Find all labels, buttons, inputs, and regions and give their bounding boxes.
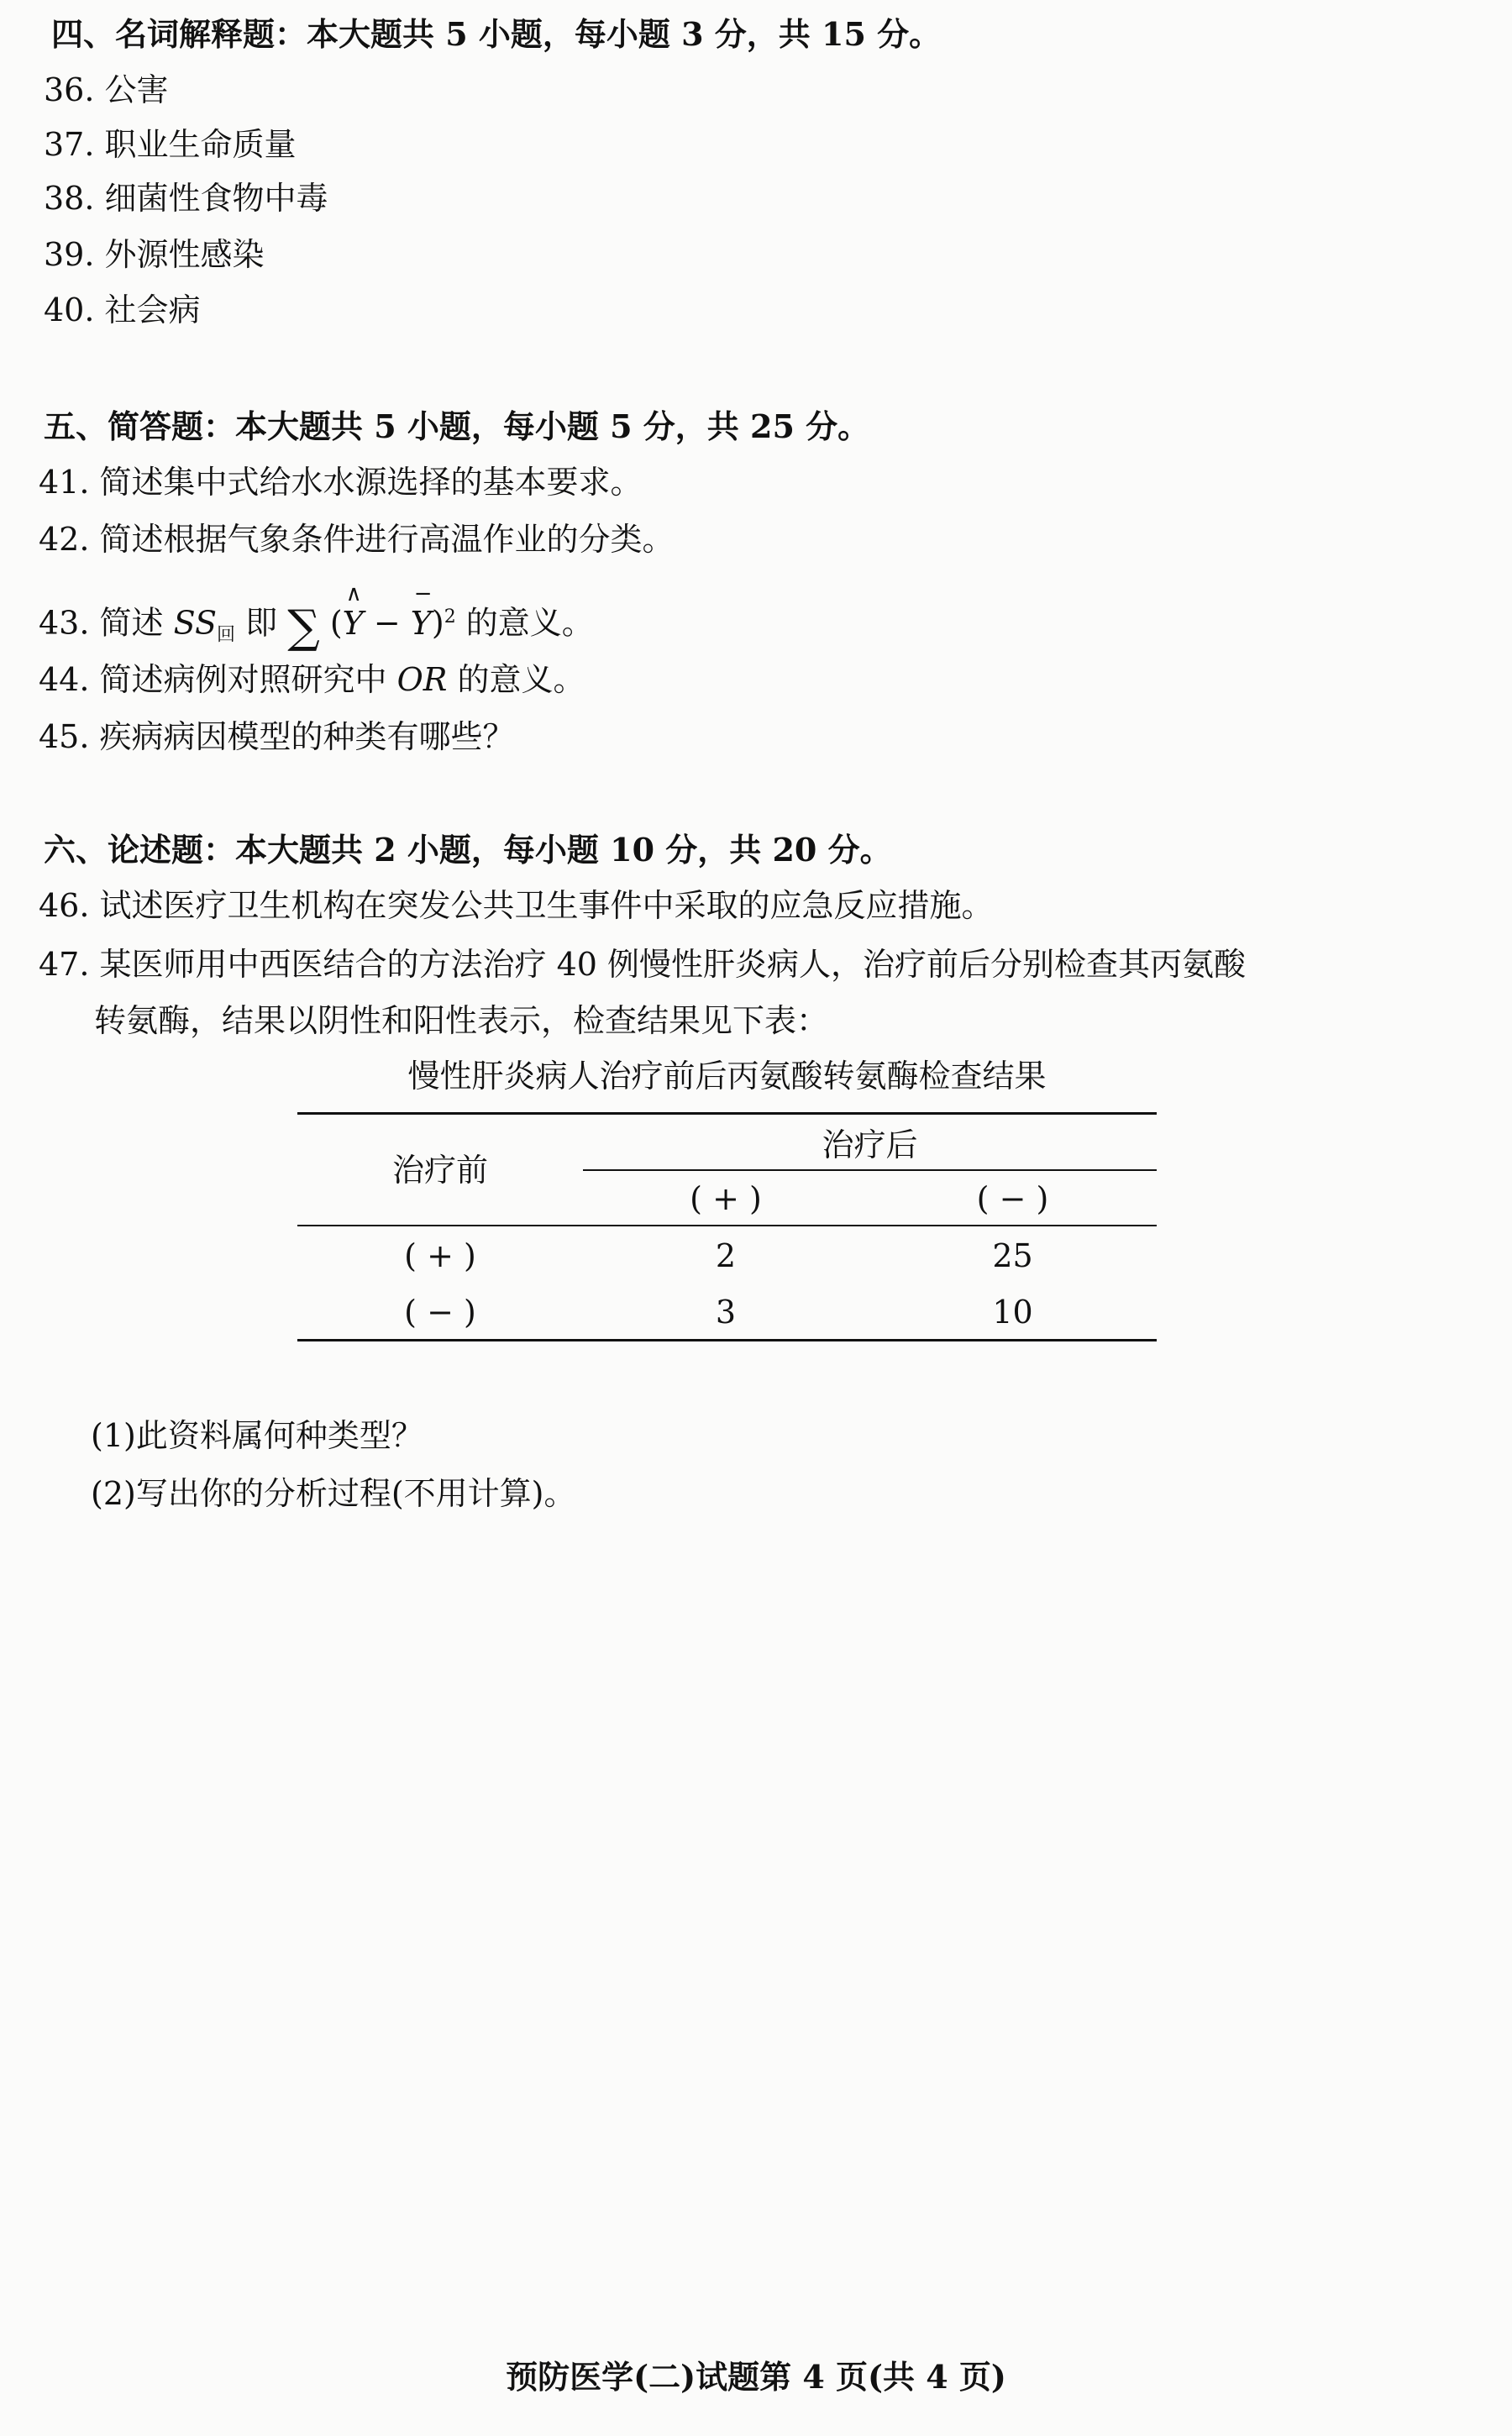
sum-symbol: ∑ [287, 600, 320, 654]
question-46: 46. 试述医疗卫生机构在突发公共卫生事件中采取的应急反应措施。 [39, 887, 994, 924]
ss-subscript: 回 [217, 624, 236, 646]
question-38: 38. 细菌性食物中毒 [44, 180, 328, 217]
question-37: 37. 职业生命质量 [44, 126, 297, 163]
section4-heading: 四、名词解释题：本大题共 5 小题，每小题 3 分，共 15 分。 [51, 15, 942, 53]
question-36: 36. 公害 [44, 71, 169, 108]
q44-suffix: 的意义。 [447, 661, 585, 698]
y-bar: Y [410, 604, 432, 642]
sub-question-1: (1)此资料属何种类型？ [91, 1417, 423, 1454]
question-42: 42. 简述根据气象条件进行高温作业的分类。 [39, 521, 675, 558]
col-header-positive: ( + ) [690, 1180, 762, 1217]
table-bottom-rule [297, 1339, 1157, 1341]
table-title: 慢性肝炎病人治疗前后丙氨酸转氨酶检查结果 [407, 1058, 1047, 1095]
header-rule [297, 1225, 1157, 1226]
or-symbol: OR [396, 661, 448, 698]
row-label: ( − ) [404, 1294, 476, 1331]
question-43 [39, 580, 594, 655]
question-41: 41. 简述集中式给水水源选择的基本要求。 [39, 464, 643, 501]
question-47-line2: 转氨酶，结果以阴性和阳性表示，检查结果见下表： [94, 1002, 829, 1039]
square: 2 [444, 606, 456, 627]
q43-mid: 即 [235, 604, 288, 642]
row-label: ( + ) [404, 1237, 476, 1274]
q44-prefix: 44. 简述病例对照研究中 [39, 661, 397, 698]
col-header-negative: ( − ) [976, 1180, 1049, 1217]
ss-symbol: SS [173, 604, 217, 642]
q43-suffix: 的意义。 [455, 604, 594, 642]
row-header: 治疗前 [391, 1152, 488, 1189]
sub-question-2: (2)写出你的分析过程(不用计算)。 [91, 1475, 576, 1512]
close-paren: ) [431, 604, 444, 642]
q43-prefix: 43. 简述 [39, 604, 174, 642]
section5-heading: 五、简答题：本大题共 5 小题，每小题 5 分，共 25 分。 [44, 407, 870, 445]
col-group-header: 治疗后 [822, 1126, 918, 1163]
question-45: 45. 疾病病因模型的种类有哪些？ [39, 718, 515, 755]
table-cell: 2 [715, 1237, 737, 1274]
minus: − [363, 604, 411, 642]
question-39: 39. 外源性感染 [44, 236, 265, 273]
section6-heading: 六、论述题：本大题共 2 小题，每小题 10 分，共 20 分。 [44, 831, 892, 869]
question-44 [39, 660, 585, 699]
y-hat: Y [342, 604, 364, 642]
table-cell: 3 [715, 1294, 737, 1331]
open-paren: ( [329, 604, 343, 642]
table-top-rule [297, 1112, 1157, 1115]
table-cell: 25 [992, 1237, 1033, 1274]
table-cell: 10 [992, 1294, 1033, 1331]
question-40: 40. 社会病 [44, 291, 201, 328]
bar-accent: − [413, 580, 433, 606]
question-47-line1: 47. 某医师用中西医结合的方法治疗 40 例慢性肝炎病人，治疗前后分别检查其丙氨酸 [39, 946, 1247, 983]
page-footer: 预防医学(二)试题第 4 页(共 4 页) [506, 2358, 1006, 2396]
col-group-rule [583, 1169, 1157, 1171]
hat-accent: ∧ [345, 580, 362, 606]
